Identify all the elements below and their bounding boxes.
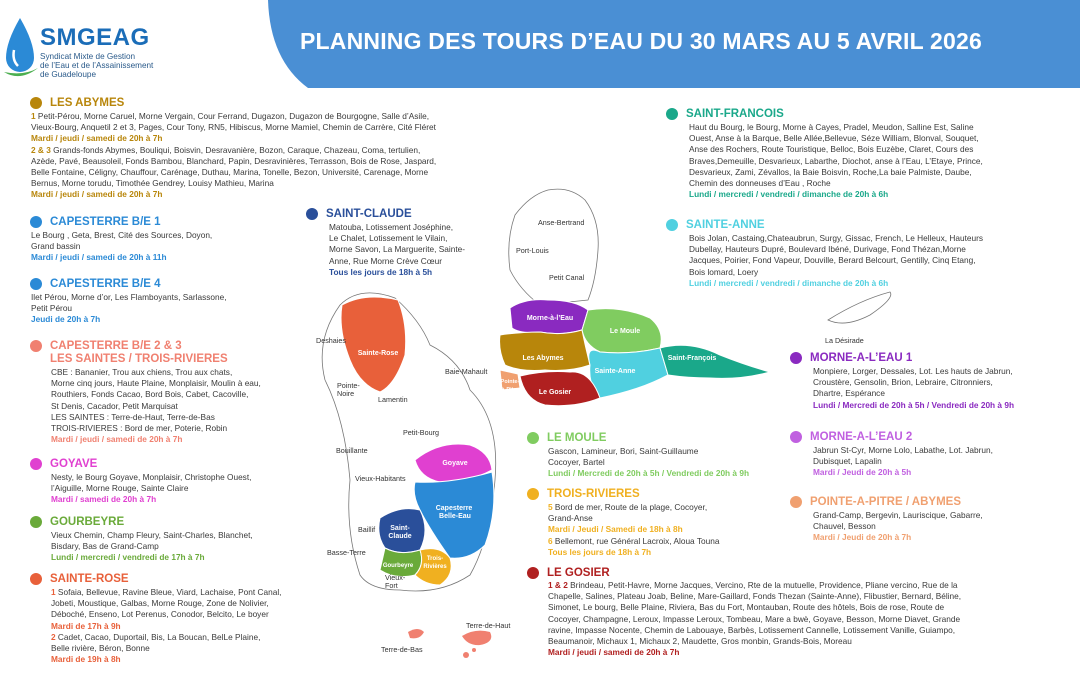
bullet-icon [30,340,42,352]
section-title: MORNE-A-L’EAU 1 [810,352,913,364]
section-title: LE MOULE [547,432,607,444]
section-gourbeyre: GOURBEYRE Vieux Chemin, Champ Fleury, Saint-Charles, Blanchet, Bisdary, Bas de Grand-Camp Lundi / mercredi / vendredi de 17h à 7h [30,516,310,564]
town-petit-bourg: Petit-Bourg [403,428,439,437]
islet [463,652,469,658]
schedule: Tous les jours de 18h à 7h [548,546,652,557]
section-title: CAPESTERRE B/E 1 [50,216,161,228]
zone-label-sainte-anne: Sainte-Anne [594,368,636,375]
section-pointe-a-pitre: POINTE-A-PITRE / ABYMES Grand-Camp, Bergevin, Lauriscique, Gabarre, Chauvel, Besson Mardi / Jeudi de 20h à 7h [790,496,1070,544]
schedule: Lundi / Mercredi de 20h à 5h / Vendredi de 20h à 9h [548,468,750,479]
bullet-icon [790,431,802,443]
town-baillif: Baillif [358,525,376,534]
bullet-icon [790,352,802,364]
schedule: Mardi de 19h à 8h [51,654,121,665]
zone-label-le-gosier: Le Gosier [538,389,572,396]
bullet-icon [790,496,802,508]
bullet-icon [30,458,42,470]
bullet-icon [30,278,42,290]
zone-label-pointe-a-pitre: Pointe-à-Pitre [500,379,520,393]
section-les-abymes: LES ABYMES 1 Petit-Pérou, Morne Caruel, Morne Vergain, Cour Ferrand, Dugazon, Dugazon de Bourgogne, Salle d’Asile, Vieux-Bourg, Anquetil 2 et 3, Pages, Cour Tony, RN5, Hibiscus, Morne Mamiel, Chemin de Carrère, Cité Fléret Mardi / jeudi / samedi de 20h à 7h 2 & 3 Grands-fonds Abymes, Bouliqui, Boisvin, Desravanière, Bozon, Caraque, Chazeau, Coma, tertulien, Azède, Pavé, Beausoleil, Fonds Bambou, Blanchard, Papin, Desravinières, Terrasson, Bois de Rose, Jaspard, Belle Fontaine, Céligny, Chauffour, Carénage, Duthau, Marina, Tonelle, Bezon, Université, Carenage, Morne Bernus, Morne torudu, Timothée Gendrey, Louisy Mathieu, Marina Mardi / jeudi / samedi de 20h à 7h [30,97,530,201]
bullet-icon [30,97,42,109]
header [0,0,1080,88]
section-title: TROIS-RIVIERES [547,488,640,500]
logo-subtitle: Syndicat Mixte de Gestion de l’Eau et de l’Assainissement de Guadeloupe [40,52,154,79]
section-saint-francois: SAINT-FRANCOIS Haut du Bourg, le Bourg, Morne à Cayes, Pradel, Meudon, Salline Est, Saline Ouest, Anse à la Barque, Belle Allée,Bellevue, Séze William, Blonval, Souquet, Anse des Rochers, Route Touristique, Belloc, Bois Euzèbe, Claret, Cours des Braves,Demeuille, Desvarieux, Labarthe, Diochot, anse à l’Eau, L’Etaye, Prince, Desvarieux, Zami, Zévallos, la Baie Boisvin, Roche,La baie Palmiste, Daube, Chemin des donneuses d’Eau , Roche Lundi / mercredi / vendredi / dimanche de 20h à 6h [666,108,1066,200]
schedule: Mardi / samedi de 20h à 7h [51,494,157,505]
schedule: Mardi / jeudi / samedi de 20h à 7h [31,133,163,144]
schedule: Mardi / Jeudi de 20h à 5h [813,467,912,478]
schedule: Lundi / mercredi / vendredi / dimanche de 20h à 6h [689,189,889,200]
town-terre-de-bas: Terre-de-Bas [381,645,423,654]
zone-label-goyave: Goyave [442,460,468,467]
schedule: Tous les jours de 18h à 5h [329,266,433,277]
section-le-gosier: LE GOSIER 1 & 2 Brindeau, Petit-Havre, Morne Jacques, Vercino, Rte de la mutuelle, Providence, Pliane vercino, Rue de la Chapelle, Salines, Plateau Joab, Beline, Mare-Gaillard, Fonds Thezan (Sainte-Anne), Flibustier, Bernard, Béline, Simonet, Le bourg, Belle Plaine, Riviera, Bas du Fort, Montauban, Route des hôtels, Bois de rose, Route de Cocoyer, Champagne, Leroux, Impasse Leroux, Tombeau, Mare a bwè, Goyave, Besson, Morne Diavet, Grande ravine, Impasse Nocente, Chemin de Labouaye, Barbès, Lotissement Cannelle, Lotissement Vanille, Guiampo, Beaumanoir, Michaux 1, Michaux 2, Maudette, Gros monbin, Grands-Bois, Moreau Mardi / jeudi / samedi de 20h à 7h [527,567,1062,658]
zone-label-capesterre: Capesterre Belle-Eau [435,505,473,520]
zone-les-abymes [500,330,590,370]
schedule: Mardi / Jeudi de 20h à 7h [813,532,912,543]
schedule: Lundi / Mercredi de 20h à 5h / Vendredi de 20h à 9h [813,399,1015,410]
logo-wordmark: SMGEAG [40,24,150,51]
zone-label-capesterre-line: Capesterre [435,505,473,512]
page-title: PLANNING DES TOURS D’EAU DU 30 MARS AU 5 AVRIL 2026 [300,28,983,54]
water-drop-icon [2,16,40,84]
section-title: LES ABYMES [50,97,125,109]
town-vieux-habitants: Vieux-Habitants [355,474,406,483]
section-title: POINTE-A-PITRE / ABYMES [810,496,961,508]
schedule: Mardi de 17h à 9h [51,620,121,631]
section-title: SAINT-CLAUDE [326,208,412,220]
town-lamentin: Lamentin [378,395,408,404]
section-title: LE GOSIER [547,567,610,579]
bullet-icon [666,108,678,120]
section-title: SAINTE-ANNE [686,219,765,231]
section-title: SAINT-FRANCOIS [686,108,784,120]
section-le-moule: LE MOULE Gascon, Lamineur, Bori, Saint-Guillaume Cocoyer, Bartel Lundi / Mercredi de 20h à 5h / Vendredi de 20h à 9h [527,432,787,480]
zone-label-morne-a-l-eau: Morne-à-l’Eau [526,315,574,322]
section-capesterre-2-3: CAPESTERRE B/E 2 & 3 LES SAINTES / TROIS-RIVIERES CBE : Bananier, Trou aux chiens, Trou aux chats, Morne cinq jours, Haute Plaine, Monplaisir, Moulin à eau, Routhiers, Fonds Cacao, Bord Bois, Cabet, Cacoville, St Denis, Cacador, Petit Marquisat LES SAINTES : Terre-de-Haut, Terre-de-Bas TROIS-RIVIERES : Bord de mer, Poterie, Robin Mardi / jeudi / samedi de 20h à 7h [30,340,300,445]
schedule: Mardi / Jeudi / Samedi de 18h à 8h [548,524,683,535]
schedule: Mardi / jeudi / samedi de 20h à 11h [31,252,167,263]
town-deshaies: Deshaies [316,336,346,345]
schedule: Jeudi de 20h à 7h [31,314,101,325]
section-title: MORNE-A-L’EAU 2 [810,431,913,443]
section-morne-a-l-eau-1: MORNE-A-L’EAU 1 Monpiere, Lorger, Dessales, Lot. Les hauts de Jabrun, Croustère, Gensolin, Brion, Lebraire, Citronniers, Dhartre, Espérance Lundi / Mercredi de 20h à 5h / Vendredi de 20h à 9h [790,352,1075,411]
town-baie-mahault: Baie-Mahault [445,367,488,376]
section-trois-rivieres: TROIS-RIVIERES 5 Bord de mer, Route de la plage, Cocoyer, Grand-Anse Mardi / Jeudi / Samedi de 18h à 8h 6 Bellemont, rue Général Lacroix, Aloua Touna Tous les jours de 18h à 7h [527,488,787,558]
islet [472,648,476,652]
section-capesterre-1: CAPESTERRE B/E 1 Le Bourg , Geta, Brest, Cité des Sources, Doyon, Grand bassin Mardi / jeudi / samedi de 20h à 11h [30,216,290,264]
section-title: GOURBEYRE [50,516,125,528]
schedule: Mardi / jeudi / samedi de 20h à 7h [51,434,183,445]
town-bouillante: Bouillante [336,446,368,455]
section-subtitle: LES SAINTES / TROIS-RIVIERES [50,353,228,365]
town-basse-terre: Basse-Terre [327,548,366,557]
zone-label-les-abymes: Les Abymes [522,355,564,362]
section-goyave: GOYAVE Nesty, le Bourg Goyave, Monplaisir, Christophe Ouest, l’Aiguille, Morne Rouge, Sainte Claire Mardi / samedi de 20h à 7h [30,458,310,506]
town-petit-canal: Petit Canal [549,273,585,282]
section-title: GOYAVE [50,458,98,470]
zone-label-trois-rivieres: Trois-Rivières [423,556,447,570]
section-sainte-anne: SAINTE-ANNE Bois Jolan, Castaing,Chateaubrun, Surgy, Gissac, French, Le Helleux, Hauteurs Dubellay, Hauteurs Dupré, Boulevard Ibéné, Durivage, Fond Thézan,Morne Jacques, Poirier, Fond Vapeur, Douville, Berard Belcourt, Gentilly, Cinq Etang, Bois lomard, Loery Lundi / mercredi / vendredi / dimanche de 20h à 6h [666,219,1066,289]
town-la-desirade: La Désirade [825,336,864,345]
terre-de-haut-island [462,631,491,645]
town-pointe-noire: Pointe-Noire [337,381,360,398]
town-anse-bertrand: Anse-Bertrand [538,218,585,227]
town-port-louis: Port-Louis [516,246,549,255]
schedule: Lundi / mercredi / vendredi de 17h à 7h [51,552,205,563]
section-sainte-rose: SAINTE-ROSE 1 Sofaia, Bellevue, Ravine Bleue, Viard, Lachaise, Pont Canal, Jobeti, Moustique, Galbas, Morne Rouge, Zone de Nolivier, Déboché, Enseno, Lot Perenus, Conodor, Belcito, Le boyer Mardi de 17h à 9h 2 Cadet, Cacao, Duportail, Bis, La Boucan, BelLe Plaine, Belle rivière, Béron, Bonne Mardi de 19h à 8h [30,573,320,665]
zone-label-gourbeyre: Gourbeyre [382,563,414,569]
zone-label-saint-claude: Saint-Claude [388,525,412,540]
terre-de-bas-island [408,629,424,638]
schedule: Mardi / jeudi / samedi de 20h à 7h [548,647,680,658]
schedule: Lundi / mercredi / vendredi / dimanche de 20h à 6h [689,277,889,288]
section-saint-claude: SAINT-CLAUDE Matouba, Lotissement Joséphine, Le Chalet, Lotissement le Vilain, Morne Savon, La Marguerite, Sainte- Anne, Rue Morne Crève Cœur Tous les jours de 18h à 5h [306,208,506,278]
section-title: CAPESTERRE B/E 2 & 3 [50,340,182,352]
section-capesterre-4: CAPESTERRE B/E 4 Ilet Pérou, Morne d’or, Les Flamboyants, Sarlassone, Petit Pérou Jeudi de 20h à 7h [30,278,290,326]
town-vieux-fort: Vieux-Fort [385,573,406,590]
town-terre-de-haut: Terre-de-Haut [466,621,511,630]
bullet-icon [30,516,42,528]
section-morne-a-l-eau-2: MORNE-A-L’EAU 2 Jabrun St-Cyr, Morne Lolo, Labathe, Lot. Jabrun, Dubisquet, Lapalin Mardi / Jeudi de 20h à 5h [790,431,1070,479]
la-desirade-island [828,292,891,323]
zone-label-le-moule: Le Moule [609,328,641,335]
zone-label-saint-francois: Saint-François [667,355,717,362]
zone-label-sainte-rose: Sainte-Rose [357,350,399,357]
section-title: CAPESTERRE B/E 4 [50,278,161,290]
bullet-icon [30,216,42,228]
schedule: Mardi / jeudi / samedi de 20h à 7h [31,189,163,200]
section-title: SAINTE-ROSE [50,573,129,585]
bullet-icon [30,573,42,585]
